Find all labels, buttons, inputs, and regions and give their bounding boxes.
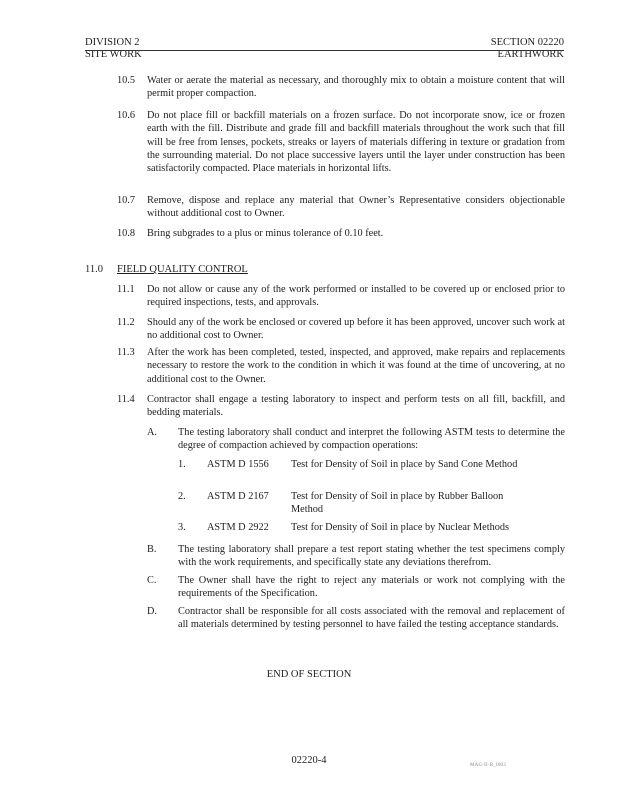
- subitem-a-text: The testing laboratory shall conduct and interpret the following ASTM tests to determine the degree of compaction achieved by compaction operations:: [178, 427, 565, 452]
- astm-description: Test for Density of Soil in place by Rubber Balloon Method: [291, 491, 504, 516]
- section-heading: [85, 263, 248, 276]
- astm-test-item: [178, 521, 558, 535]
- astm-test-item: [178, 458, 558, 486]
- paragraph-11-2: Should any of the work be enclosed or covered up before it has been approved, uncover such work at no additional cost to Owner.: [147, 317, 565, 342]
- astm-number: 3.: [178, 522, 186, 533]
- section-title: FIELD QUALITY CONTROL: [117, 264, 248, 275]
- section-label: SECTION 02220: [490, 37, 564, 48]
- astm-number: 1.: [178, 459, 186, 470]
- subdivision-label: SITE WORK: [85, 49, 142, 60]
- header-rule: [85, 50, 564, 51]
- item-number: 10.5: [117, 75, 136, 86]
- astm-standard: ASTM D 2167: [207, 491, 269, 502]
- subitem-c-text: The Owner shall have the right to reject any materials or work not complying with the requirements of the Specification.: [178, 575, 565, 600]
- subitem-letter: D.: [147, 606, 158, 617]
- division-label: DIVISION 2: [85, 37, 140, 48]
- astm-number: 2.: [178, 491, 186, 502]
- paragraph-10-6: Do not place fill or backfill materials on a frozen surface. Do not incorporate snow, ice or frozen earth with the fill. Distribute and grade fill and backfill materials throughout the work such that fill will be free from lenses, pockets, streaks or layers of materials differing in texture or gradation from the surrounding material. Do not place successive layers until the layer under construction has been satisfactorily compacted. Place materials in horizontal lifts.: [147, 110, 565, 175]
- end-of-section: END OF SECTION: [266, 669, 352, 680]
- section-number: 11.0: [85, 264, 103, 275]
- subsection-label: EARTHWORK: [497, 49, 564, 60]
- astm-description: Test for Density of Soil in place by Nuclear Methods: [291, 522, 510, 533]
- item-number: 10.8: [117, 228, 136, 239]
- item-number: 10.6: [117, 110, 136, 121]
- astm-test-item: [178, 490, 558, 518]
- item-number: 11.3: [117, 347, 135, 358]
- astm-description: Test for Density of Soil in place by Sand Cone Method: [291, 459, 518, 470]
- subitem-letter: B.: [147, 544, 157, 555]
- astm-standard: ASTM D 2922: [207, 522, 269, 533]
- subitem-d-text: Contractor shall be responsible for all costs associated with the removal and replacement of all materials determined by testing personnel to have failed the testing acceptance standards.: [178, 606, 565, 631]
- document-stamp: MAG-II-B_I003: [470, 763, 506, 768]
- item-number: 10.7: [117, 195, 136, 206]
- paragraph-10-7: Remove, dispose and replace any material that Owner’s Representative considers objectionable without additional cost to Owner.: [147, 195, 565, 220]
- astm-standard: ASTM D 1556: [207, 459, 269, 470]
- paragraph-11-1: Do not allow or cause any of the work performed or installed to be covered up or enclosed prior to required inspections, tests, and approvals.: [147, 284, 565, 309]
- paragraph-10-5: Water or aerate the material as necessary, and thoroughly mix to obtain a moisture content that will permit proper compaction.: [147, 75, 565, 100]
- item-number: 11.2: [117, 317, 135, 328]
- subitem-letter: A.: [147, 427, 158, 438]
- page-number: 02220-4: [291, 755, 327, 766]
- paragraph-11-3: After the work has been completed, tested, inspected, and approved, make repairs and replacements necessary to restore the work to the condition in which it was found at the time of uncovering, at no additional cost to the Owner.: [147, 347, 565, 385]
- item-number: 11.4: [117, 394, 135, 405]
- paragraph-10-8: Bring subgrades to a plus or minus tolerance of 0.10 feet.: [147, 228, 384, 239]
- subitem-b-text: The testing laboratory shall prepare a test report stating whether the test specimens comply with the work requirements, and specifically state any deviations therefrom.: [178, 544, 565, 569]
- subitem-letter: C.: [147, 575, 157, 586]
- item-number: 11.1: [117, 284, 135, 295]
- paragraph-11-4: Contractor shall engage a testing laboratory to inspect and perform tests on all fill, backfill, and bedding materials.: [147, 394, 565, 419]
- page-header: [85, 37, 564, 61]
